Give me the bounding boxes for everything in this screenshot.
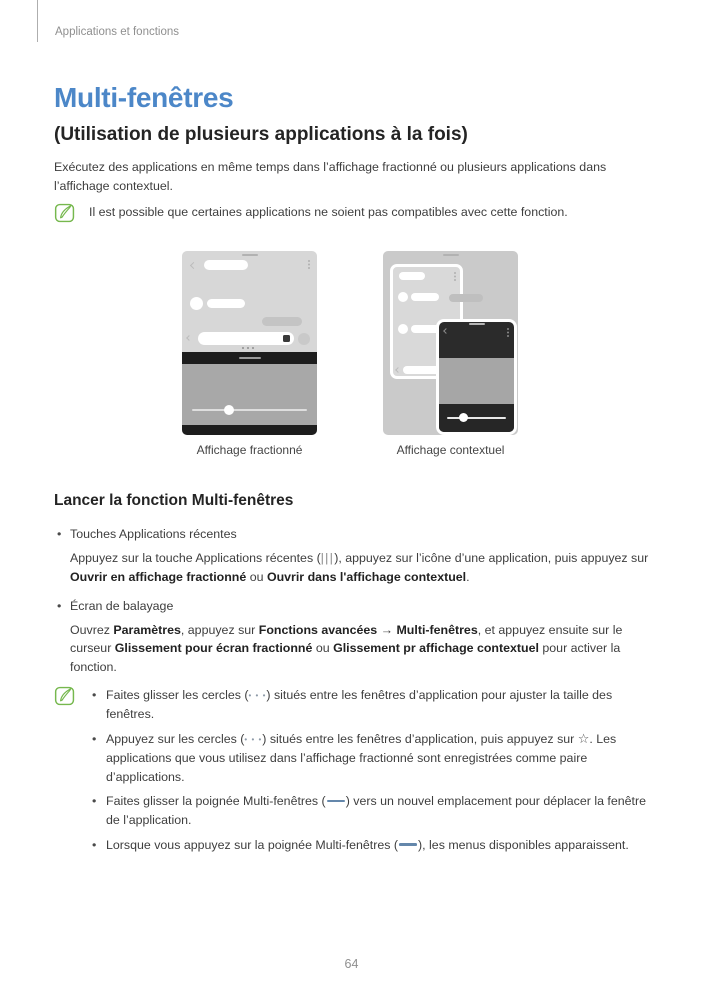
- multiwindow-handle: [239, 357, 261, 359]
- avatar: [190, 297, 203, 310]
- phone-notch: [443, 254, 459, 256]
- list-item-label: • Écran de balayage: [54, 597, 650, 616]
- figure-split-view: [182, 251, 317, 457]
- compatibility-note: [54, 203, 650, 229]
- message-bubble: [411, 293, 439, 301]
- notepad-pen-icon: [54, 202, 76, 229]
- handle-icon: [399, 843, 417, 846]
- breadcrumb: Applications et fonctions: [55, 26, 180, 38]
- sent-message-bubble: [262, 317, 302, 326]
- content-column: [54, 0, 650, 854]
- intro-paragraph: Exécutez des applications en même temps dans l’affichage fractionné ou plusieurs applications dans l’affichage contextuel.: [54, 160, 607, 193]
- player-controls-zone: [439, 404, 514, 432]
- phone-notch: [242, 254, 258, 256]
- back-chevron-icon: [443, 328, 449, 334]
- more-options-icon: [454, 272, 456, 274]
- figure-caption-split: Affichage fractionné: [196, 443, 303, 458]
- send-icon: [283, 335, 290, 342]
- more-options-icon: [308, 260, 310, 262]
- bottom-app-header: [182, 352, 317, 364]
- figure-popup-view: [383, 251, 518, 457]
- playback-slider: [192, 409, 307, 411]
- list-item-swipe-screen: [54, 597, 650, 676]
- more-options-icon: [507, 328, 509, 330]
- popup-app-window: [436, 319, 517, 435]
- list-item-body: Appuyez sur la touche Applications récentes (|||), appuyez sur l’icône d’une application, puis appuyez sur Ouvrir en affichage fractionné ou Ouvrir dans l'affichage contextuel.: [70, 550, 649, 585]
- tip-item: • Faites glisser la poignée Multi-fenêtres ( ) vers un nouvel emplacement pour déplacer la fenêtre de l’application.: [89, 792, 650, 829]
- mic-button: [298, 333, 310, 345]
- page-title: Multi-fenêtres: [54, 82, 234, 113]
- split-view-illustration: [182, 251, 317, 435]
- figures-row: [54, 251, 650, 461]
- playback-slider: [447, 417, 506, 419]
- title-pill: [204, 260, 248, 270]
- list-item-recents-key: [54, 525, 650, 587]
- launch-methods-list: [54, 525, 650, 676]
- notepad-pen-icon: [54, 685, 76, 712]
- title-pill: [399, 272, 425, 280]
- page-number: 64: [344, 957, 359, 971]
- figure-caption-popup: Affichage contextuel: [396, 443, 505, 458]
- window-divider-dots: [242, 347, 244, 349]
- tip-item: • Appuyez sur les cercles (• • •) situés entre les fenêtres d’application, puis appuyez sur ☆. Les applications que vous utilisez dans l’affichage fractionné sont enregistrées comme paire d’applications.: [89, 730, 650, 786]
- playback-slider-knob: [224, 405, 234, 415]
- dots-icon: • • •: [248, 690, 267, 700]
- list-item-body: Ouvrez Paramètres, appuyez sur Fonctions avancées → Multi-fenêtres, et appuyez ensuite sur le curseur Glissement pour écran fractionné ou Glissement pr affichage contextuel pour activer la fonction.: [70, 622, 623, 674]
- message-bubble: [207, 299, 245, 308]
- star-icon: ☆: [577, 731, 590, 747]
- tip-item: • Faites glisser les cercles (• • •) situés entre les fenêtres d’application pour ajuster la taille des fenêtres.: [89, 686, 650, 724]
- page-subtitle: (Utilisation de plusieurs applications à la fois): [54, 124, 468, 145]
- popup-view-illustration: [383, 251, 518, 435]
- tips-list: [89, 686, 650, 854]
- message-input-bar: [198, 332, 294, 345]
- back-chevron-icon: [190, 262, 197, 269]
- avatar: [398, 292, 408, 302]
- avatar: [398, 324, 408, 334]
- bottom-app-footer: [182, 425, 317, 435]
- tips-note-body: [89, 686, 650, 854]
- playback-slider-knob: [459, 413, 468, 422]
- expand-chevron-icon: [395, 367, 401, 373]
- recents-icon: |||: [320, 552, 335, 565]
- dots-icon: • • •: [244, 734, 263, 744]
- tips-note: [54, 686, 650, 854]
- section-heading: Lancer la fonction Multi-fenêtres: [54, 492, 294, 510]
- tip-item: • Lorsque vous appuyez sur la poignée Multi-fenêtres ( ), les menus disponibles apparaissent.: [89, 836, 650, 855]
- album-art-zone: [439, 358, 514, 404]
- list-item-label: • Touches Applications récentes: [54, 525, 650, 544]
- compatibility-note-text: Il est possible que certaines applications ne soient pas compatibles avec cette fonction.: [89, 205, 568, 220]
- sent-message-bubble: [449, 294, 483, 302]
- expand-chevron-icon: [186, 335, 192, 341]
- popup-handle: [469, 323, 485, 325]
- header-rule: [37, 0, 38, 42]
- media-player-zone: [182, 364, 317, 425]
- handle-icon: [327, 800, 345, 803]
